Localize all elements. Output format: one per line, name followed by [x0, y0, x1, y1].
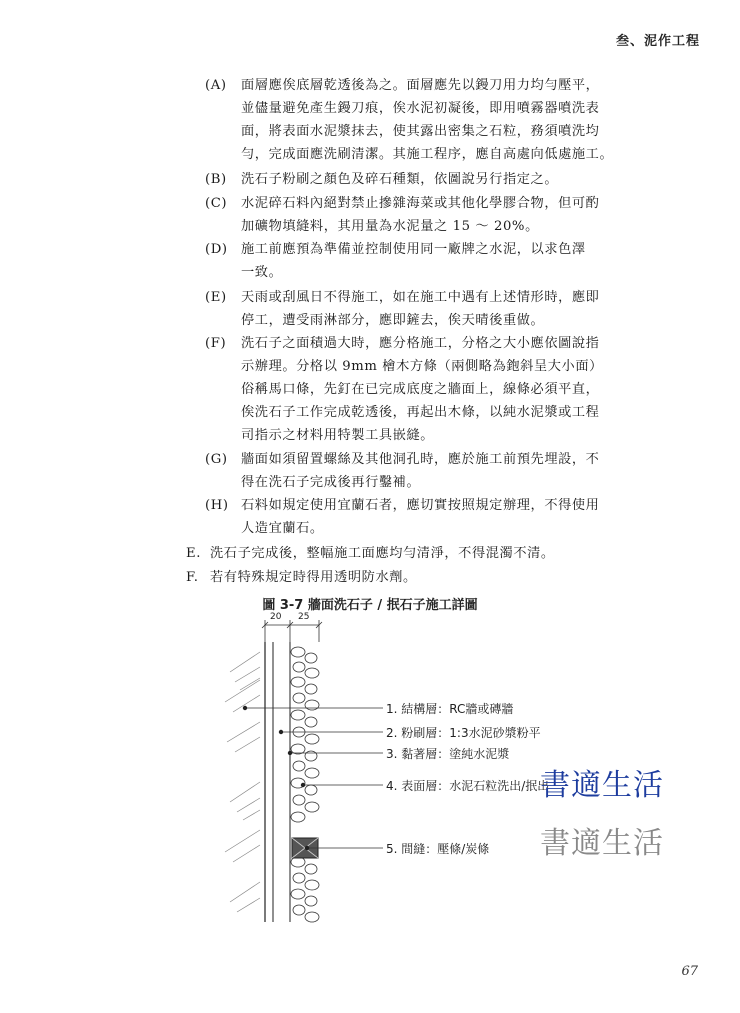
- item-mark: (E): [205, 290, 227, 305]
- item-line: 石料如規定使用宜蘭石者，應切實按照規定辦理，不得使用: [241, 498, 600, 513]
- item-text: [241, 192, 599, 238]
- item-text: [241, 332, 603, 447]
- item-line: 牆面如須留置螺絲及其他洞孔時，應於施工前預先埋設，不: [241, 452, 600, 467]
- item-mark: (H): [205, 498, 229, 513]
- item-text: [241, 238, 586, 284]
- callout-surface-layer: 4. 表面層：水泥石粒洗出/抿出: [386, 779, 550, 793]
- item-mark: F.: [186, 570, 199, 585]
- dimension-label-25: 25: [298, 612, 310, 622]
- item-text: [241, 74, 613, 166]
- item-mark: (A): [205, 78, 227, 93]
- item-line: 示辦理。分格以 9mm 檜木方條（兩側略為鉋斜呈大小面）: [241, 359, 603, 374]
- item-line: 天雨或刮風日不得施工，如在施工中遇有上述情形時，應即: [241, 290, 600, 305]
- callout-bond-layer: 3. 黏著層：塗純水泥漿: [386, 747, 510, 761]
- page-number: 67: [681, 964, 698, 979]
- watermark-blue: 書適生活: [540, 768, 664, 803]
- item-line: 洗石子之面積過大時，應分格施工，分格之大小應依圖說指: [241, 336, 600, 351]
- figure-caption: 圖 3-7 牆面洗石子 / 抿石子施工詳圖: [262, 598, 478, 613]
- item-text: [241, 448, 599, 494]
- item-text: 洗石子完成後，整幅施工面應均勻清淨，不得混濁不清。: [210, 546, 555, 561]
- item-mark: (B): [205, 172, 227, 187]
- item-line: 並儘量避免產生鏝刀痕，俟水泥初凝後，即用噴霧器噴洗表: [241, 101, 600, 116]
- item-line: 司指示之材料用特製工具嵌縫。: [241, 428, 435, 443]
- item-line: 一致。: [241, 265, 283, 280]
- item-line: 面，將表面水泥漿抹去，使其露出密集之石粒，務須噴洗均: [241, 124, 600, 139]
- item-line: 人造宜蘭石。: [241, 521, 324, 536]
- callout-structure-layer: 1. 結構層：RC牆或磚牆: [386, 702, 514, 716]
- item-line: 加礦物填縫料，其用量為水泥量之 15 ～ 20%。: [241, 219, 539, 234]
- item-mark: (G): [205, 452, 228, 467]
- chapter-title: 叁、泥作工程: [615, 34, 700, 49]
- item-line: 勻，完成面應洗刷清潔。其施工程序，應自高處向低處施工。: [241, 147, 614, 162]
- item-line: 面層應俟底層乾透後為之。面層應先以鏝刀用力均勻壓平，: [241, 78, 600, 93]
- item-mark: E.: [186, 546, 202, 561]
- item-line: 施工前應預為準備並控制使用同一廠牌之水泥，以求色澤: [241, 242, 586, 257]
- watermark-gray: 書適生活: [540, 826, 664, 861]
- item-line: 俗稱馬口條，先釘在已完成底度之牆面上，線條必須平直，: [241, 382, 600, 397]
- item-text: 若有特殊規定時得用透明防水劑。: [210, 570, 417, 585]
- dimension-label-20: 20: [270, 612, 282, 622]
- callout-plaster-layer: 2. 粉刷層：1:3水泥砂漿粉平: [386, 726, 541, 740]
- item-text: [241, 168, 558, 191]
- callout-joint: 5. 間縫：壓條/炭條: [386, 842, 490, 856]
- item-line: 俟洗石子工作完成乾透後，再起出木條，以純水泥漿或工程: [241, 405, 600, 420]
- item-line: 洗石子粉刷之顏色及碎石種類，依圖說另行指定之。: [241, 172, 559, 187]
- item-line: 水泥碎石料內絕對禁止摻雜海菜或其他化學膠合物，但可酌: [241, 196, 600, 211]
- item-mark: (C): [205, 196, 228, 211]
- item-text: [241, 494, 599, 540]
- item-text: [241, 286, 599, 332]
- item-line: 停工，遭受雨淋部分，應即鏟去，俟天晴後重做。: [241, 313, 545, 328]
- item-mark: (D): [205, 242, 228, 257]
- item-mark: (F): [205, 336, 227, 351]
- masonry-hatch: [225, 652, 260, 912]
- dimension-line: [262, 620, 322, 642]
- item-line: 得在洗石子完成後再行鑿補。: [241, 475, 421, 490]
